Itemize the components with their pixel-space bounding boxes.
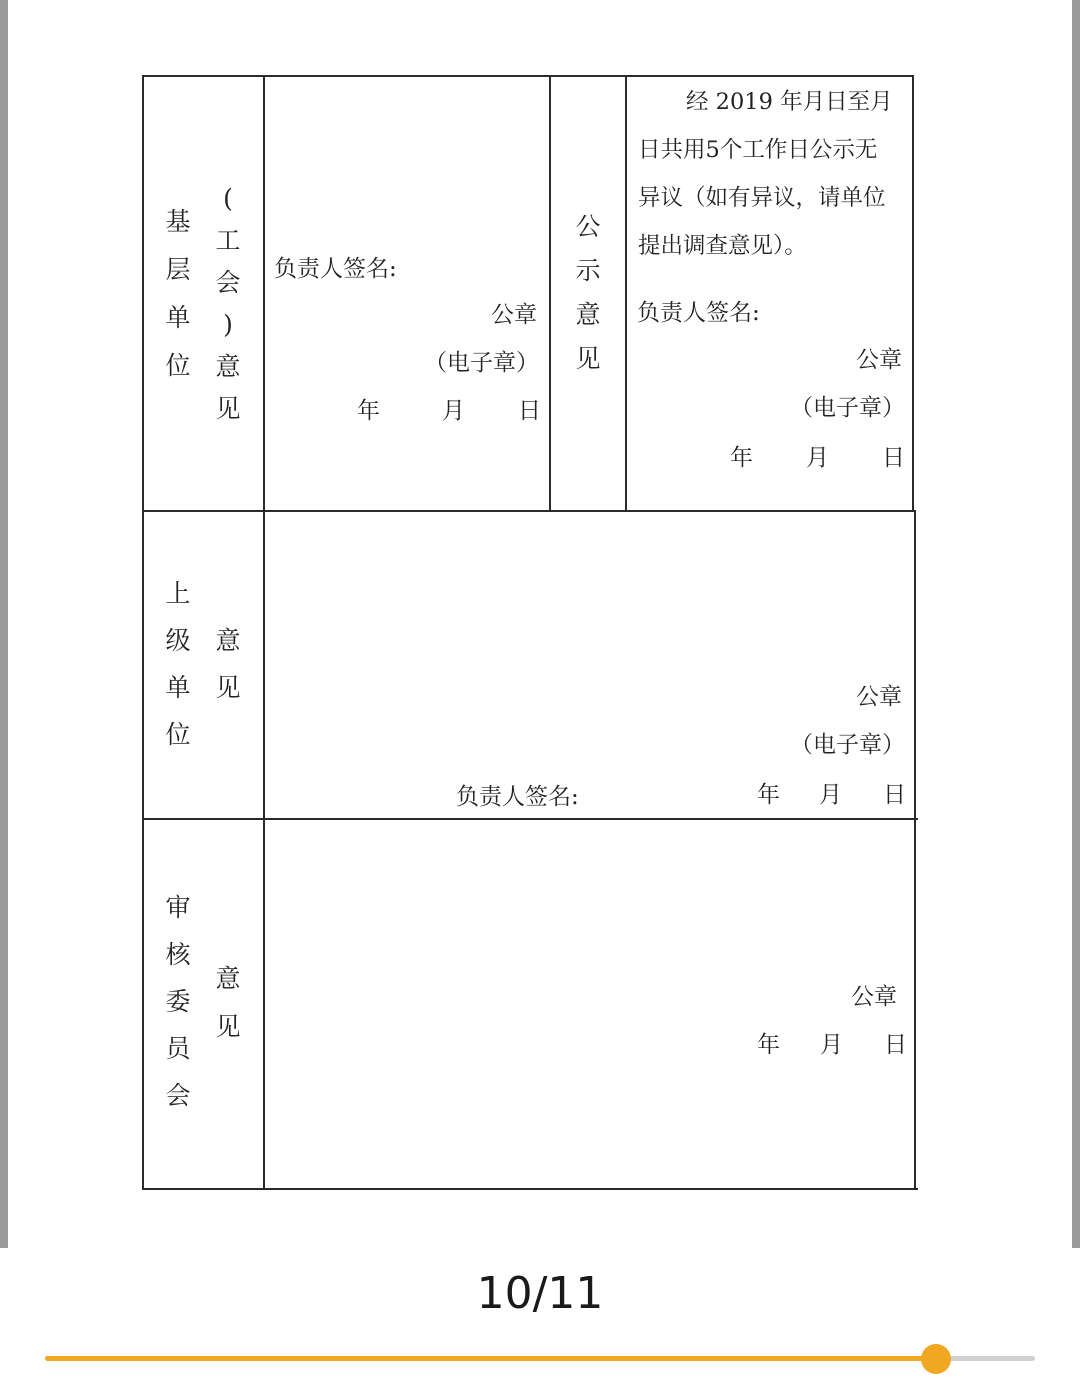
publicity-date-day: 日 xyxy=(882,445,905,471)
publicity-date-year: 年 xyxy=(730,445,753,471)
row3-date-month: 月 xyxy=(820,1032,843,1058)
publicity-signature-label: 负责人签名: xyxy=(637,300,760,326)
publicity-seal: 公章 xyxy=(856,347,902,373)
table-column-divider xyxy=(263,75,265,1190)
row1-date-year: 年 xyxy=(357,398,380,424)
row3-seal: 公章 xyxy=(851,984,897,1010)
table-border-bottom xyxy=(142,1188,918,1190)
row2-date-year: 年 xyxy=(757,782,780,808)
table-border-right xyxy=(914,510,916,1190)
viewer-right-edge xyxy=(1072,0,1080,1248)
row2-label-col2: 意 见 xyxy=(215,626,241,702)
row1-label-col1: 基 层 单 位 xyxy=(165,207,191,380)
publicity-text: 经 2019 年月日至月 日共用5个工作日公示无 异议（如有异议，请单位 提出调查意见）。 xyxy=(638,89,893,259)
table-row-divider xyxy=(142,818,918,820)
row3-date-year: 年 xyxy=(757,1032,780,1058)
row3-label-col1: 审 核 委 员 会 xyxy=(165,893,191,1110)
row2-signature-label: 负责人签名: xyxy=(456,784,579,810)
row1-seal: 公章 xyxy=(491,302,537,328)
row1-date-month: 月 xyxy=(442,398,465,424)
viewer-left-edge xyxy=(0,0,8,1248)
row1-signature-label: 负责人签名: xyxy=(274,256,397,282)
table-border-left xyxy=(142,75,144,1190)
row2-seal: 公章 xyxy=(856,684,902,710)
page-indicator: 10/11 xyxy=(476,1268,604,1319)
page-progress-slider[interactable] xyxy=(45,1356,1035,1361)
row1-e-seal: （电子章） xyxy=(424,350,539,376)
table-border-top xyxy=(142,75,914,77)
table-row-divider xyxy=(142,510,916,512)
row1-label-col2: ( 工 会 ) 意 见 xyxy=(215,184,241,423)
row2-label-col1: 上 级 单 位 xyxy=(165,579,191,749)
row3-date-day: 日 xyxy=(884,1032,907,1058)
page-progress-thumb[interactable] xyxy=(921,1344,951,1374)
row2-date-month: 月 xyxy=(819,782,842,808)
row1-date-day: 日 xyxy=(518,398,541,424)
table-border-right xyxy=(912,75,914,512)
table-column-divider xyxy=(549,75,551,512)
row2-date-day: 日 xyxy=(883,782,906,808)
publicity-label: 公 示 意 见 xyxy=(575,212,601,373)
page-progress-fill xyxy=(45,1356,936,1361)
publicity-date-month: 月 xyxy=(806,445,829,471)
row2-e-seal: （电子章） xyxy=(790,732,905,758)
row3-label-col2: 意 见 xyxy=(215,964,241,1041)
publicity-e-seal: （电子章） xyxy=(790,395,905,421)
table-column-divider xyxy=(625,75,627,512)
